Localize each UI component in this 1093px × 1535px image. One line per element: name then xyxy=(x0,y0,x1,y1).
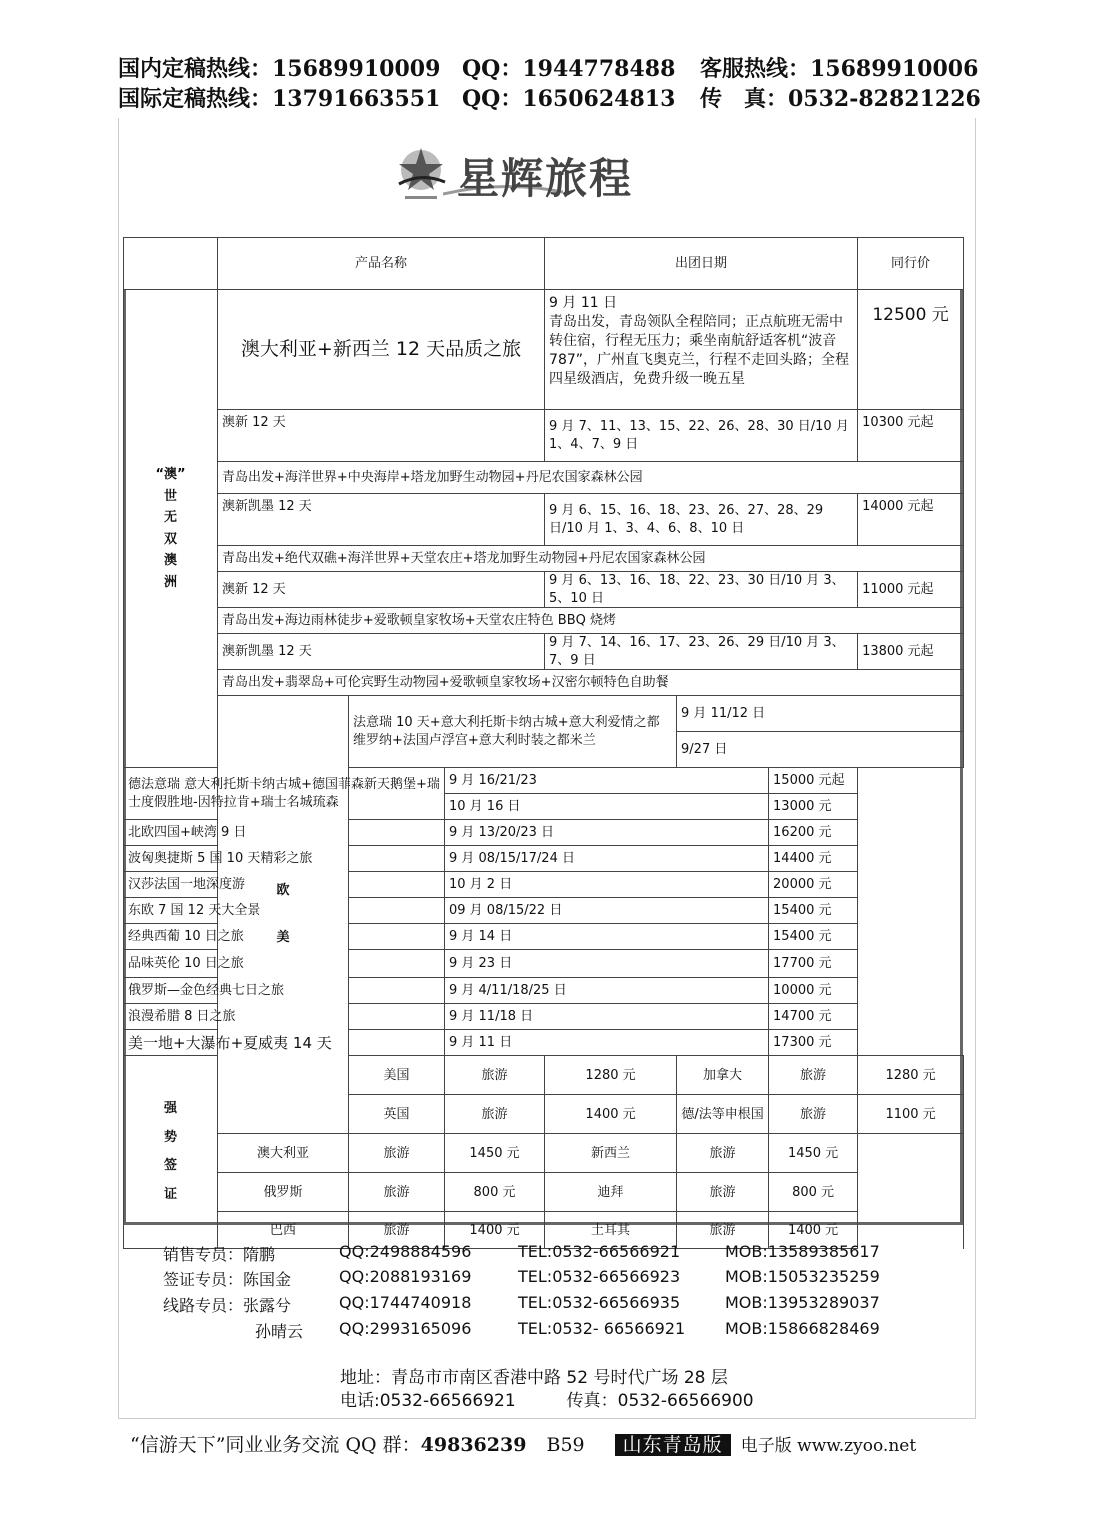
departure-date: 9 月 11 日 xyxy=(445,1030,769,1056)
departure-date: 9 月 6、13、16、18、22、23、30 日/10 月 3、5、10 日 xyxy=(545,572,858,608)
intl-hotline: 国际定稿热线：13791663551 xyxy=(118,86,441,112)
visa-country: 巴西 xyxy=(218,1212,349,1249)
cat-char: 势 xyxy=(163,1129,177,1145)
phone-fax-line: 电话:0532-66566921 传真：0532-66566900 xyxy=(340,1391,754,1411)
product-name: 品味英伦 10 日之旅 xyxy=(124,950,445,978)
departure-date: 9 月 11/18 日 xyxy=(445,1004,769,1030)
contact-tel: TEL:0532-66566921 xyxy=(518,1242,681,1261)
cat-char: 证 xyxy=(163,1186,177,1202)
cat-char: 洲 xyxy=(163,574,177,590)
header-blank xyxy=(124,238,218,290)
departure-date: 10 月 2 日 xyxy=(445,872,769,898)
product-name: 北欧四国+峡湾 9 日 xyxy=(124,820,445,846)
product-name: 德法意瑞 意大利托斯卡纳古城+德国菲森新天鹅堡+瑞士度假胜地-因特拉肯+瑞士名城琉森 xyxy=(124,768,445,820)
visa-price: 1450 元 xyxy=(769,1134,858,1173)
table-row xyxy=(124,546,964,572)
visa-type: 旅游 xyxy=(677,1173,769,1212)
visa-price: 1280 元 xyxy=(545,1056,677,1095)
product-name: 浪漫希腊 8 日之旅 xyxy=(124,1004,445,1030)
fax-line: 传 真：0532-82821226 xyxy=(700,86,981,112)
departure-date: 9 月 6、15、16、18、23、26、27、28、29 日/10 月 1、3、4、6、8、10 日 xyxy=(545,494,858,546)
address-line: 地址：青岛市市南区香港中路 52 号时代广场 28 层 xyxy=(340,1368,728,1388)
visa-country: 澳大利亚 xyxy=(218,1134,349,1173)
departure-date: 9 月 4/11/18/25 日 xyxy=(445,978,769,1004)
header-product: 产品名称 xyxy=(218,238,545,290)
route-detail: 青岛出发+绝代双礁+海洋世界+天堂农庄+塔龙加野生动物园+丹尼农国家森林公园 xyxy=(218,546,964,572)
visa-type: 旅游 xyxy=(349,1134,445,1173)
contact-mob: MOB:13953289037 xyxy=(725,1293,880,1312)
footer-group: “信游天下”同业业务交流 QQ 群： xyxy=(130,1434,421,1456)
contact-role: 线路专员：张露兮 xyxy=(163,1296,292,1315)
header-date: 出团日期 xyxy=(545,238,858,290)
price: 13800 元起 xyxy=(858,634,964,670)
price: 16200 元 xyxy=(769,820,858,846)
contact-tel: TEL:0532-66566935 xyxy=(518,1293,681,1312)
visa-price: 800 元 xyxy=(769,1173,858,1212)
price: 15400 元 xyxy=(769,924,858,950)
product-name: 汉莎法国一地深度游 xyxy=(124,872,445,898)
cat-char: 澳 xyxy=(163,553,177,569)
price: 13000 元 xyxy=(769,794,858,820)
product-name: 澳新 12 天 xyxy=(218,410,545,462)
table-row xyxy=(124,768,964,794)
visa-type: 旅游 xyxy=(677,1212,769,1249)
contact-qq: QQ:2088193169 xyxy=(339,1267,472,1286)
qq-2: QQ：1650624813 xyxy=(462,86,676,112)
departure-date: 09 月 08/15/22 日 xyxy=(445,898,769,924)
price: 11000 元起 xyxy=(858,572,964,608)
cat-char: 签 xyxy=(163,1158,177,1174)
table-row xyxy=(124,950,964,978)
category-visa xyxy=(124,1056,218,1249)
contact-qq: QQ:2498884596 xyxy=(339,1242,472,1261)
table-row xyxy=(124,924,964,950)
table-row xyxy=(124,572,964,608)
contact-role: 签证专员：陈国金 xyxy=(163,1270,292,1289)
price: 14700 元 xyxy=(769,1004,858,1030)
route-detail: 青岛出发+海洋世界+中央海岸+塔龙加野生动物园+丹尼农国家森林公园 xyxy=(218,462,964,494)
table-row xyxy=(124,1030,964,1056)
cat-char: 强 xyxy=(163,1101,177,1117)
visa-country: 加拿大 xyxy=(677,1056,769,1095)
feature-price: 12500 元 xyxy=(858,290,964,410)
category-australia xyxy=(124,290,218,768)
departure-date: 9 月 16/21/23 xyxy=(445,768,769,794)
product-name: 美一地+大瀑布+夏威夷 14 天 xyxy=(124,1030,445,1056)
visa-country: 迪拜 xyxy=(545,1173,677,1212)
table-row xyxy=(124,872,964,898)
visa-country: 德/法等申根国 xyxy=(677,1095,769,1134)
footer-site: 电子版 www.zyoo.net xyxy=(740,1436,917,1456)
product-name: 波匈奥捷斯 5 国 10 天精彩之旅 xyxy=(124,846,445,872)
hotline-row-1 xyxy=(118,52,440,83)
table-row xyxy=(124,978,964,1004)
cat-char: “澳” xyxy=(155,467,186,483)
contact-role: 销售专员：隋鹏 xyxy=(163,1245,276,1264)
product-name: 东欧 7 国 12 天大全景 xyxy=(124,898,445,924)
product-name: 澳新凯墨 12 天 xyxy=(218,634,545,670)
departure-date: 9 月 7、14、16、17、23、26、29 日/10 月 3、7、9 日 xyxy=(545,634,858,670)
contact-tel: TEL:0532- 66566921 xyxy=(518,1319,686,1338)
feature-date-cell xyxy=(545,290,858,410)
departure-date: 9 月 14 日 xyxy=(445,924,769,950)
visa-country: 英国 xyxy=(349,1095,445,1134)
visa-row xyxy=(124,1173,964,1212)
visa-type: 旅游 xyxy=(769,1056,858,1095)
route-detail: 青岛出发+翡翠岛+可伦宾野生动物园+爱歌顿皇家牧场+汉密尔顿特色自助餐 xyxy=(218,670,964,696)
footer-page: B59 xyxy=(546,1434,585,1456)
brand-header xyxy=(395,142,685,212)
header-price: 同行价 xyxy=(858,238,964,290)
visa-type: 旅游 xyxy=(349,1173,445,1212)
price: 14000 元起 xyxy=(858,494,964,546)
visa-price: 1450 元 xyxy=(445,1134,545,1173)
qq-1: QQ：1944778488 xyxy=(462,56,676,82)
visa-type: 旅游 xyxy=(445,1095,545,1134)
cat-char: 欧 xyxy=(276,882,290,898)
visa-price: 1400 元 xyxy=(445,1212,545,1249)
product-name: 澳新 12 天 xyxy=(218,572,545,608)
price: 20000 元 xyxy=(769,872,858,898)
table-row xyxy=(124,898,964,924)
itinerary-table xyxy=(123,237,964,1249)
product-name: 俄罗斯—金色经典七日之旅 xyxy=(124,978,445,1004)
cat-char: 美 xyxy=(276,929,290,945)
visa-row xyxy=(124,1134,964,1173)
visa-price: 1280 元 xyxy=(858,1056,964,1095)
price: 10300 元起 xyxy=(858,410,964,462)
table-row xyxy=(124,290,964,410)
contact-role: 孙晴云 xyxy=(255,1322,304,1341)
cat-char: 世 xyxy=(163,488,177,504)
table-row xyxy=(124,410,964,462)
route-detail: 青岛出发+海边雨林徒步+爱歌顿皇家牧场+天堂农庄特色 BBQ 烧烤 xyxy=(218,608,964,634)
visa-country: 美国 xyxy=(349,1056,445,1095)
price: 15000 元起 xyxy=(769,768,858,794)
feature-product-name: 澳大利亚+新西兰 12 天品质之旅 xyxy=(218,290,545,410)
departure-date: 9 月 13/20/23 日 xyxy=(445,820,769,846)
cat-char: 无 xyxy=(163,510,177,526)
table-row xyxy=(124,670,964,696)
table-row xyxy=(124,696,964,732)
footer-group-no: 49836239 xyxy=(420,1434,527,1456)
price: 17300 元 xyxy=(769,1030,858,1056)
feature-date: 9 月 11 日 xyxy=(549,295,618,311)
service-hotline: 客服热线：15689910006 xyxy=(700,56,979,82)
visa-country: 新西兰 xyxy=(545,1134,677,1173)
visa-price: 1400 元 xyxy=(769,1212,858,1249)
price: 15400 元 xyxy=(769,898,858,924)
departure-date: 9 月 23 日 xyxy=(445,950,769,978)
departure-date: 9 月 7、11、13、15、22、26、28、30 日/10 月 1、4、7、9 日 xyxy=(545,410,858,462)
product-name: 澳新凯墨 12 天 xyxy=(218,494,545,546)
contact-mob: MOB:15053235259 xyxy=(725,1267,880,1286)
visa-price: 800 元 xyxy=(445,1173,545,1212)
price: 10000 元 xyxy=(769,978,858,1004)
domestic-hotline: 国内定稿热线：15689910009 xyxy=(118,56,441,82)
table-row xyxy=(124,1004,964,1030)
departure-date: 9 月 08/15/17/24 日 xyxy=(445,846,769,872)
contact-mob: MOB:15866828469 xyxy=(725,1319,880,1338)
table-row xyxy=(124,494,964,546)
cat-char: 双 xyxy=(163,531,177,547)
table-row xyxy=(124,634,964,670)
visa-type: 旅游 xyxy=(677,1134,769,1173)
visa-country: 俄罗斯 xyxy=(218,1173,349,1212)
visa-type: 旅游 xyxy=(349,1212,445,1249)
departure-date: 10 月 16 日 xyxy=(445,794,769,820)
table-header xyxy=(124,238,964,290)
contact-qq: QQ:1744740918 xyxy=(339,1293,472,1312)
table-row xyxy=(124,608,964,634)
table-row xyxy=(124,820,964,846)
product-name: 法意瑞 10 天+意大利托斯卡纳古城+意大利爱情之都维罗纳+法国卢浮宫+意大利时装之都米兰 xyxy=(349,696,677,768)
departure-date: 9/27 日 xyxy=(677,732,964,768)
table-row xyxy=(124,462,964,494)
departure-date: 9 月 11/12 日 xyxy=(677,696,964,732)
visa-price: 1100 元 xyxy=(858,1095,964,1134)
price: 14400 元 xyxy=(769,846,858,872)
contact-tel: TEL:0532-66566923 xyxy=(518,1267,681,1286)
brand-name: 星辉旅程 xyxy=(457,154,634,203)
footer xyxy=(130,1430,916,1457)
contact-qq: QQ:2993165096 xyxy=(339,1319,472,1338)
price: 17700 元 xyxy=(769,950,858,978)
contact-mob: MOB:13589385617 xyxy=(725,1242,880,1261)
feature-desc: 青岛出发，青岛领队全程陪同；正点航班无需中转住宿，行程无压力；乘坐南航舒适客机“波音 787”，广州直飞奥克兰，行程不走回头路；全程四星级酒店，免费升级一晚五星 xyxy=(549,313,850,387)
product-name: 经典西葡 10 日之旅 xyxy=(124,924,445,950)
table-row xyxy=(124,846,964,872)
edition-badge: 山东青岛版 xyxy=(615,1434,731,1456)
visa-country: 土耳其 xyxy=(545,1212,677,1249)
visa-price: 1400 元 xyxy=(545,1095,677,1134)
visa-type: 旅游 xyxy=(445,1056,545,1095)
visa-type: 旅游 xyxy=(769,1095,858,1134)
